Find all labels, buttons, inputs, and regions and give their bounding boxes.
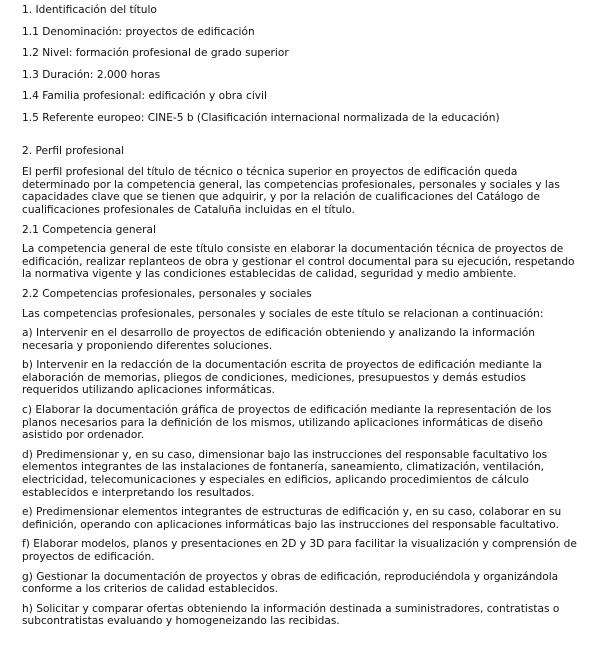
competencias-intro: Las competencias profesionales, personales y sociales de este título se relacionan a continuación:: [22, 307, 544, 320]
competency-item: b) Intervenir en la redacción de la documentación escrita de proyectos de edificación mediante la elaboración de memorias, pliegos de condiciones, mediciones, presupuestos y demás estudios requeridos utilizando aplicaciones informáticas.: [22, 359, 542, 397]
competency-item: a) Intervenir en el desarrollo de proyectos de edificación obteniendo y analizando la información necesaria y proponiendo diferentes soluciones.: [22, 327, 535, 352]
item-duracion: 1.3 Duración: 2.000 horas: [22, 68, 161, 81]
competency-item: c) Elaborar la documentación gráfica de proyectos de edificación mediante la representación de los planos necesarios para la definición de los mismos, utilizando aplicaciones informáticas de diseño asistido por ordenador.: [22, 404, 552, 442]
competency-item: h) Solicitar y comparar ofertas obteniendo la información destinada a suministradores, contratistas o subcontratistas evaluando y homogeneizando las recibidas.: [22, 602, 560, 628]
competency-item: f) Elaborar modelos, planos y presentaciones en 2D y 3D para facilitar la visualización y comprensión de proyectos de edificación.: [22, 538, 577, 563]
item-denominacion: 1.1 Denominación: proyectos de edificación: [22, 25, 255, 38]
document-page: [22, 4, 582, 635]
item-familia: 1.4 Familia profesional: edificación y obra civil: [22, 90, 267, 103]
section-spacer: [22, 134, 582, 145]
competency-item: d) Predimensionar y, en su caso, dimensionar bajo las instrucciones del responsable facultativo los elementos integrantes de las instalaciones de fontanería, saneamiento, climatización, ventilación, electricidad, telecomunicaciones y especiales en edificios, aplicando procedimientos de cálculo establecidos e interpretando los resultados.: [22, 448, 548, 499]
competency-item: g) Gestionar la documentación de proyectos y obras de edificación, reproduciéndola y organizándola conforme a los criterios de calidad establecidos.: [22, 570, 559, 596]
section-2-intro: El perfil profesional del título de técnico o técnica superior en proyectos de edificación queda determinado por la competencia general, las competencias profesionales, personales y sociales y las capacidades clave que se tienen que adquirir, y por la relación de cualificaciones del Catálogo de cualificaciones profesionales de Cataluña incluidas en el título.: [22, 166, 560, 216]
competencia-general-text: La competencia general de este título consiste en elaborar la documentación técnica de proyectos de edificación, realizar replanteos de obra y gestionar el control documental para su ejecución, respetando la normativa vigente y las condiciones establecidas de calidad, seguridad y medio ambiente.: [22, 243, 575, 281]
competency-item: e) Predimensionar elementos integrantes de estructuras de edificación y, en su caso, colaborar en su definición, operando con aplicaciones informáticas bajo las instrucciones del responsable facultativo.: [22, 506, 562, 531]
competencias-title: 2.2 Competencias profesionales, personales y sociales: [22, 287, 312, 300]
competencia-general-title: 2.1 Competencia general: [22, 223, 156, 236]
section-1-title: 1. Identificación del título: [22, 4, 157, 16]
item-referente: 1.5 Referente europeo: CINE-5 b (Clasificación internacional normalizada de la educación): [22, 111, 500, 124]
section-2-title: 2. Perfil profesional: [22, 144, 125, 157]
item-nivel: 1.2 Nivel: formación profesional de grado superior: [22, 47, 289, 60]
